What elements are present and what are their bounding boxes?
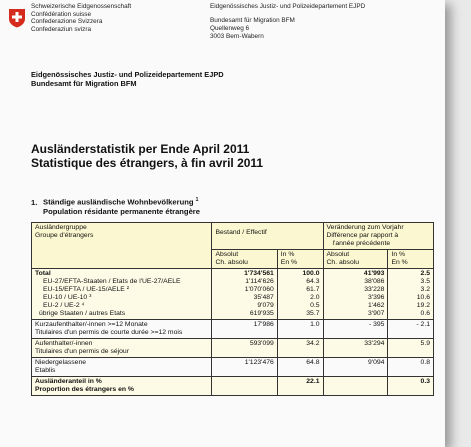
chg-abs-header-de: Absolut xyxy=(326,251,350,258)
table-row-total xyxy=(32,269,434,320)
confederation-name-rm: Confederaziun svizra xyxy=(31,25,92,33)
row-label-other: übrige Staaten / autres Etats xyxy=(39,310,126,317)
change-header-line3: l'année précédente xyxy=(332,240,391,247)
chg-pct-header-de: In % xyxy=(391,251,406,258)
section-heading xyxy=(31,196,200,216)
abs-header xyxy=(212,250,277,269)
eu27-abs: 1'114'626 xyxy=(245,278,274,285)
change-header-line1: Veränderung zum Vorjahr xyxy=(326,224,404,231)
abs-header-fr: Ch. absolu xyxy=(215,259,248,266)
aufent-abs: 593'099 xyxy=(212,339,277,358)
confederation-name-fr: Confédération suisse xyxy=(31,10,92,18)
change-header xyxy=(323,223,433,250)
eu2-chg: 1'462 xyxy=(368,302,385,309)
row-label-eu10: EU-10 / UE-10 ³ xyxy=(43,294,92,301)
swiss-flag-icon xyxy=(8,8,26,28)
nieder-label xyxy=(32,358,212,377)
total-label: Total xyxy=(35,270,51,277)
confederation-name-it: Confederazione Svizzera xyxy=(31,18,103,26)
statistics-table xyxy=(31,222,434,396)
pct-header-de: In % xyxy=(280,251,295,258)
eu2-abs: 9'079 xyxy=(257,302,274,309)
nieder-chg: 9'094 xyxy=(323,358,388,377)
eu10-chg: 3'396 xyxy=(368,294,385,301)
eu15-chgpct: 3.2 xyxy=(420,286,430,293)
address-office: Bundesamt für Migration BFM xyxy=(210,17,295,24)
eu27-pct: 64.3 xyxy=(306,278,320,285)
kurz-label xyxy=(32,320,212,339)
address-city: 3003 Bern-Wabern xyxy=(210,33,264,40)
table-row-nieder xyxy=(32,358,434,377)
chg-pct-header xyxy=(388,250,434,269)
chg-abs-header-fr: Ch. absolu xyxy=(326,259,360,266)
section-footnote: 1 xyxy=(195,197,199,203)
department-heading xyxy=(31,70,224,88)
title-de: Ausländerstatistik per Ende April 2011 xyxy=(31,142,250,156)
eu2-pct: 0.5 xyxy=(310,302,320,309)
bestand-header: Bestand / Effectif xyxy=(212,223,323,250)
row-label-eu2: EU-2 / UE-2 ⁴ xyxy=(43,302,85,309)
anteil-label-fr: Proportion des étrangers en % xyxy=(35,386,134,393)
anteil-label-de: Ausländeranteil in % xyxy=(35,378,102,385)
abs-header-de: Absolut xyxy=(215,251,239,258)
kurz-pct: 1.0 xyxy=(277,320,323,339)
chg-pct-header-fr: En % xyxy=(391,259,408,266)
kurz-abs: 17'986 xyxy=(212,320,277,339)
section-title-de: Ständige ausländische Wohnbevölkerung xyxy=(43,197,194,207)
anteil-chg xyxy=(323,377,388,396)
pct-header xyxy=(277,250,323,269)
kurz-label-fr: Titulaires d'un permis de courte durée >=12 mois xyxy=(35,329,183,336)
nieder-pct: 64.8 xyxy=(277,358,323,377)
aufent-chg: 33'294 xyxy=(323,339,388,358)
anteil-chgpct: 0.3 xyxy=(388,377,434,396)
aufent-chgpct: 5.9 xyxy=(388,339,434,358)
table-row-kurz xyxy=(32,320,434,339)
title-fr: Statistique des étrangers, à fin avril 2011 xyxy=(31,156,264,170)
pct-header-fr: En % xyxy=(280,259,298,266)
confederation-names xyxy=(31,3,131,33)
chg-abs-header xyxy=(323,250,388,269)
sender-address xyxy=(210,3,365,41)
section-number: 1. xyxy=(31,197,38,207)
address-department: Eidgenössisches Justiz- und Polizeidepartement EJPD xyxy=(210,3,366,10)
group-header-fr: Groupe d'étrangers xyxy=(35,232,94,239)
section-title-fr: Population résidante permanente étrangère xyxy=(43,206,200,216)
nieder-abs: 1'123'476 xyxy=(212,358,277,377)
nieder-chgpct: 0.8 xyxy=(388,358,434,377)
address-street: Quellenweg 6 xyxy=(210,25,250,32)
kurz-chg: - 395 xyxy=(323,320,388,339)
total-abs: 1'734'561 xyxy=(244,270,274,277)
row-label-eu15: EU-15/EFTA / UE-15/AELE ² xyxy=(43,286,129,293)
anteil-label xyxy=(32,377,212,396)
group-header-de: Ausländergruppe xyxy=(35,224,87,231)
eu15-pct: 61.7 xyxy=(306,286,320,293)
eu10-chgpct: 10.6 xyxy=(416,294,430,301)
aufent-label-de: Aufenthalter/-innen xyxy=(35,340,93,347)
total-chgpct: 2.5 xyxy=(420,270,430,277)
table-row-anteil xyxy=(32,377,434,396)
group-header xyxy=(32,223,212,269)
row-label-eu27: EU-27/EFTA-Staaten / Etats de l'UE-27/AELE xyxy=(43,278,181,285)
document-title xyxy=(31,142,263,170)
anteil-pct: 22.1 xyxy=(277,377,323,396)
confederation-name-de: Schweizerische Eidgenossenschaft xyxy=(31,3,132,10)
eu2-chgpct: 19.2 xyxy=(416,302,430,309)
aufent-pct: 34.2 xyxy=(277,339,323,358)
total-chg-values xyxy=(323,269,388,320)
total-chgpct-values xyxy=(388,269,434,320)
total-abs-values xyxy=(212,269,277,320)
other-pct: 35.7 xyxy=(306,310,320,317)
total-labels xyxy=(32,269,212,320)
total-chg: 41'993 xyxy=(363,270,385,277)
aufent-label-fr: Titulaires d'un permis de séjour xyxy=(35,348,129,355)
kurz-label-de: Kurzaufenthalter/-innen >=12 Monate xyxy=(35,321,148,328)
eu27-chg: 38'086 xyxy=(364,278,385,285)
office-name: Bundesamt für Migration BFM xyxy=(31,79,137,88)
total-pct: 100.0 xyxy=(302,270,320,277)
kurz-chgpct: - 2.1 xyxy=(388,320,434,339)
eu15-abs: 1'070'060 xyxy=(244,286,274,293)
nieder-label-fr: Etablis xyxy=(35,367,56,374)
eu15-chg: 33'228 xyxy=(364,286,385,293)
department-name: Eidgenössisches Justiz- und Polizeidepartement EJPD xyxy=(31,70,224,79)
other-chgpct: 0.6 xyxy=(420,310,430,317)
other-chg: 3'907 xyxy=(368,310,385,317)
anteil-abs xyxy=(212,377,277,396)
change-header-line2: Différence par rapport à xyxy=(326,232,399,239)
table-row-aufent xyxy=(32,339,434,358)
other-abs: 619'935 xyxy=(249,310,274,317)
total-pct-values xyxy=(277,269,323,320)
nieder-label-de: Niedergelassene xyxy=(35,359,87,366)
aufent-label xyxy=(32,339,212,358)
eu10-abs: 35'487 xyxy=(253,294,274,301)
eu10-pct: 2.0 xyxy=(310,294,320,301)
eu27-chgpct: 3.5 xyxy=(420,278,430,285)
